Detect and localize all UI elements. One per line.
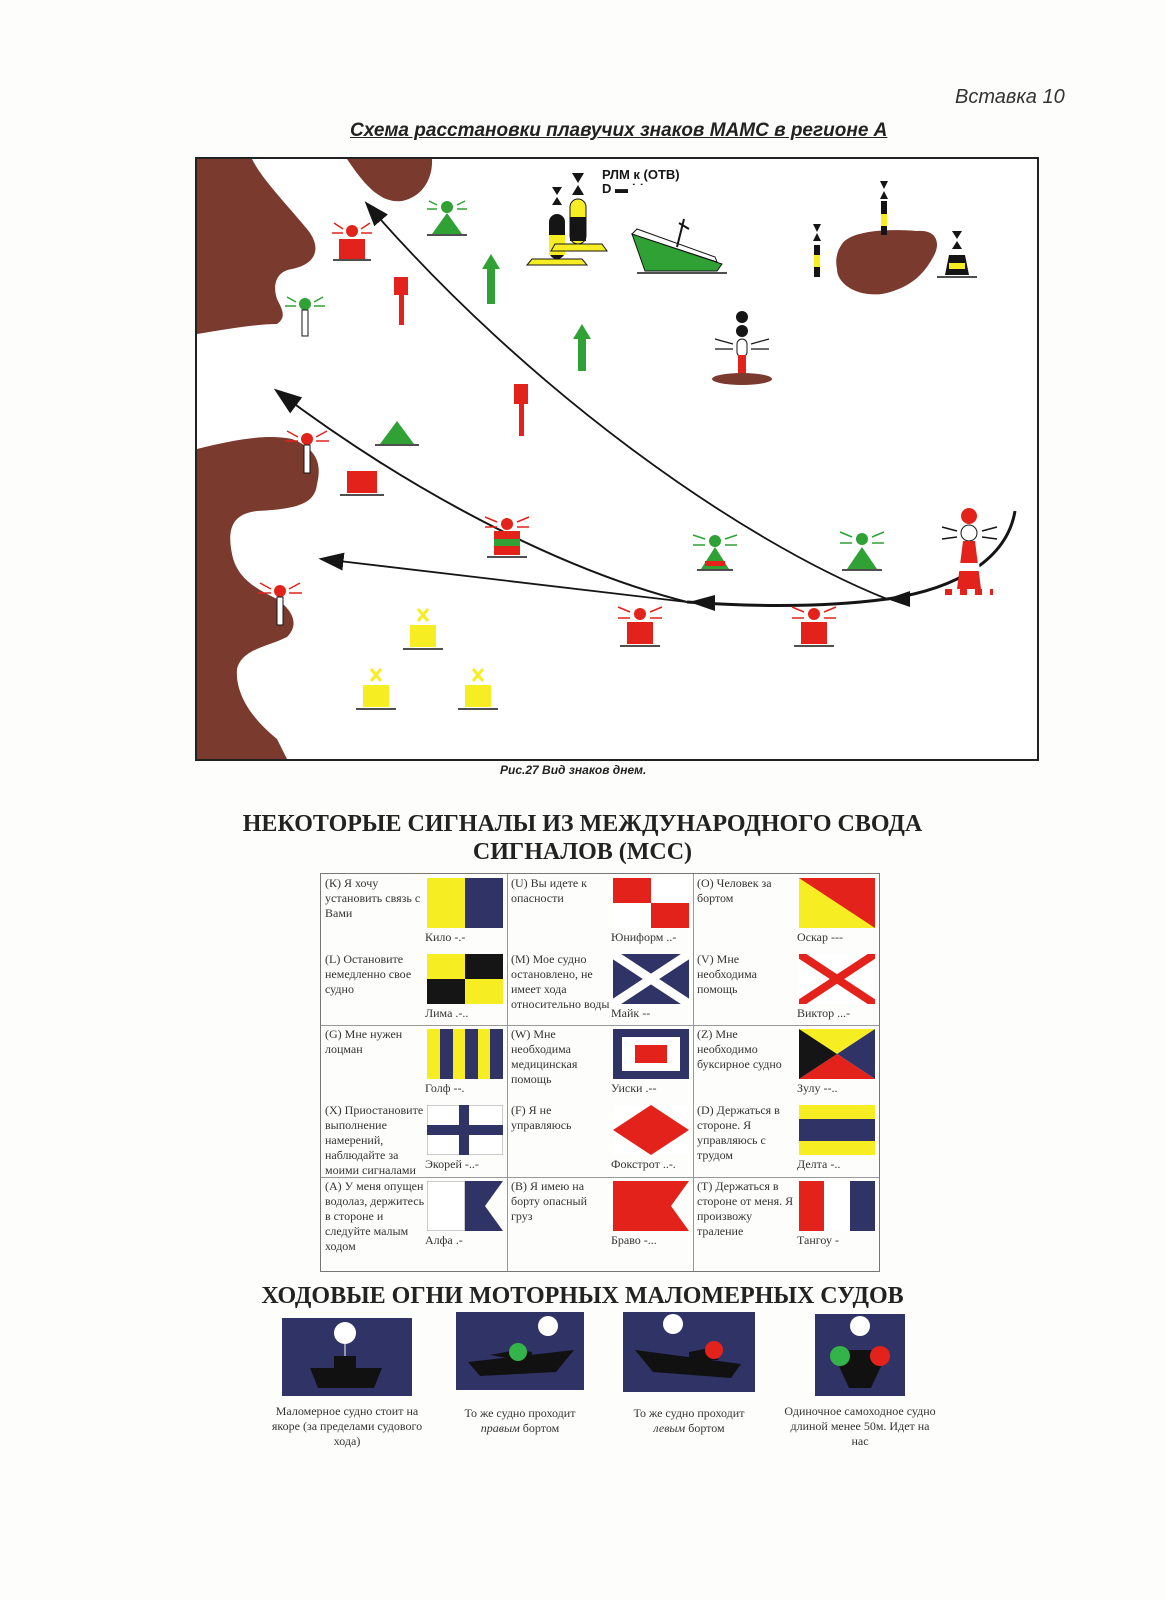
main-arrow-2 [689, 595, 715, 611]
signal-cell [321, 1177, 507, 1271]
signal-cell [321, 1025, 507, 1101]
signal-meaning: (W) Мне необходима медицинская помощь [511, 1027, 578, 1086]
flag-name: Виктор ...- [797, 1006, 851, 1020]
flag-name: Майк -- [611, 1006, 651, 1020]
signal-meaning: (B) Я имею на борту опасный груз [511, 1179, 588, 1223]
signal-cell [507, 1025, 693, 1101]
signal-cell [507, 950, 693, 1025]
channel-route-south [322, 559, 687, 602]
mcc-heading [0, 810, 1165, 866]
light-caption-4: Одиночное самоходное судно длиной менее 50м. Идет на нас [784, 1404, 936, 1448]
signal-cell [693, 1177, 879, 1271]
isolated-danger-mark [712, 311, 772, 385]
light-caption-3-post: бортом [685, 1421, 725, 1435]
red-lit-can-buoy-1 [618, 607, 662, 646]
signal-meaning: (T) Держаться в стороне от меня. Я произвожу траление [697, 1179, 794, 1238]
preferred-channel-buoy [485, 517, 529, 557]
head-on-vessel-icon [815, 1314, 905, 1396]
bravo-flag-icon [613, 1181, 689, 1231]
cardinal-beacon-island-left [813, 224, 821, 277]
signal-meaning: (D) Держаться в стороне. Я управляюсь с трудом [697, 1103, 780, 1162]
green-conical-lit-buoy-top [427, 201, 467, 235]
mcc-heading-line1: НЕКОТОРЫЕ СИГНАЛЫ ИЗ МЕЖДУНАРОДНОГО СВОДА [242, 811, 923, 837]
signal-meaning: (O) Человек за бортом [697, 876, 772, 905]
signal-meaning: (L) Остановите немедленно свое судно [325, 952, 412, 996]
rlm-code: D ▬ ˙ ˙ [602, 181, 644, 196]
cardinal-buoy-island-right [937, 231, 977, 277]
signal-cell [693, 1025, 879, 1101]
flag-name: Делта -.. [797, 1157, 841, 1171]
flag-name: Лима .-.. [425, 1006, 469, 1020]
signal-cell [507, 1101, 693, 1177]
light-caption-2-post: бортом [519, 1421, 560, 1435]
green-lit-buoy-channel-2 [840, 532, 884, 570]
starboard-view-panel [456, 1312, 584, 1390]
starboard-view-icon [456, 1312, 584, 1390]
whiskey-flag-icon [613, 1029, 689, 1079]
mike-flag-icon [613, 954, 689, 1004]
light-caption-2-pre: То же судно проходит [464, 1406, 576, 1420]
signal-meaning: (M) Мое судно остановлено, не имеет хода относительно воды [511, 952, 610, 1011]
red-can-buoy-mid [340, 471, 384, 495]
foxtrot-flag-icon [613, 1105, 689, 1155]
signal-cell [507, 874, 693, 950]
signal-cell [693, 950, 879, 1025]
flag-name: Юниформ ..- [611, 930, 677, 944]
green-arrow-1 [482, 254, 500, 304]
cardinal-beacon-island-top [880, 181, 888, 235]
uniform-flag-icon [613, 878, 689, 928]
diagram-title: Схема расстановки плавучих знаков МАМС в регионе А [350, 120, 888, 141]
signal-cell [693, 874, 879, 950]
port-view-panel [623, 1312, 755, 1392]
delta-flag-icon [799, 1105, 875, 1155]
signal-cell [693, 1101, 879, 1177]
lights-heading: ХОДОВЫЕ ОГНИ МОТОРНЫХ МАЛОМЕРНЫХ СУДОВ [261, 1283, 904, 1309]
signal-meaning: (F) Я не управляюсь [511, 1103, 572, 1132]
anchored-vessel-icon [282, 1318, 412, 1396]
signal-meaning: (A) У меня опущен водолаз, держитесь в стороне и следуйте малым ходом [325, 1179, 425, 1253]
port-view-icon [623, 1312, 755, 1392]
flag-name: Фокстрот ..-. [611, 1157, 676, 1171]
yellow-special-mark-3 [458, 669, 498, 709]
zulu-flag-icon [799, 1029, 875, 1079]
signal-cell [321, 950, 507, 1025]
signal-flags-table [320, 873, 880, 1272]
victor-flag-icon [799, 954, 875, 1004]
yellow-special-mark-1 [403, 609, 443, 649]
tango-flag-icon [799, 1181, 875, 1231]
flag-name: Уиски .-- [611, 1081, 657, 1095]
light-caption-2 [446, 1406, 594, 1436]
signal-meaning: (К) Я хочу установить связь с Вами [325, 876, 421, 920]
light-caption-3 [612, 1406, 766, 1436]
red-spar-buoy-1 [394, 277, 408, 325]
channel-route-west [277, 391, 687, 602]
coastline-lower-land [197, 437, 319, 759]
coastline-upper-land [197, 159, 315, 334]
wreck-icon [632, 219, 727, 273]
green-arrow-2 [573, 324, 591, 371]
flag-name: Экорей -..- [425, 1157, 479, 1171]
oscar-flag-icon [799, 878, 875, 928]
golf-flag-icon [427, 1029, 503, 1079]
signal-meaning: (Z) Мне необходимо буксирное судно [697, 1027, 782, 1071]
xray-flag-icon [427, 1105, 503, 1155]
rlm-label: РЛМ к (ОТВ) [602, 167, 680, 182]
signal-cell [507, 1177, 693, 1271]
lima-flag-icon [427, 954, 503, 1004]
channel-route-north [367, 204, 887, 599]
buoyage-diagram-svg [197, 159, 1037, 759]
yellow-special-mark-2 [356, 669, 396, 709]
main-arrow-1 [887, 591, 910, 607]
signal-meaning: (X) Приостановите выполнение намерений, наблюдайте за моими сигналами [325, 1103, 424, 1177]
signal-meaning: (U) Вы идете к опасности [511, 876, 587, 905]
light-caption-1: Маломерное судно стоит на якоре (за пределами судового хода) [271, 1404, 423, 1448]
insert-label: Вставка 10 [955, 86, 1065, 108]
signal-cell [321, 1101, 507, 1177]
red-can-lit-buoy-top [332, 223, 372, 260]
buoyage-diagram [195, 157, 1039, 761]
flag-name: Оскар --- [797, 930, 843, 944]
green-lit-buoy-channel-1 [693, 535, 737, 570]
light-caption-3-pre: То же судно проходит [633, 1406, 745, 1420]
signal-meaning: (V) Мне необходима помощь [697, 952, 757, 996]
alfa-flag-icon [427, 1181, 503, 1231]
flag-name: Зулу --.. [797, 1081, 838, 1095]
light-caption-2-em: правым [480, 1421, 520, 1435]
anchored-vessel-panel [282, 1318, 412, 1396]
signal-meaning: (G) Мне нужен лоцман [325, 1027, 403, 1056]
green-conical-buoy-mid [375, 421, 419, 445]
flag-name: Алфа .- [425, 1233, 463, 1247]
flag-name: Кило -.- [425, 930, 466, 944]
signal-cell [321, 874, 507, 950]
red-spar-buoy-2 [514, 384, 528, 436]
figure-caption: Рис.27 Вид знаков днем. [500, 763, 647, 777]
light-caption-3-em: левым [653, 1421, 686, 1435]
mcc-heading-line2: СИГНАЛОВ (МСС) [472, 839, 693, 865]
island-right [836, 230, 937, 294]
red-lit-can-buoy-2 [792, 607, 836, 646]
flag-name: Браво -... [611, 1233, 657, 1247]
head-on-vessel-panel [815, 1314, 905, 1396]
flag-name: Голф --. [425, 1081, 465, 1095]
kilo-flag-icon [427, 878, 503, 928]
coastline-top-islet [347, 159, 432, 201]
green-shore-light-upper [285, 297, 325, 336]
flag-name: Тангоу - [797, 1233, 839, 1247]
